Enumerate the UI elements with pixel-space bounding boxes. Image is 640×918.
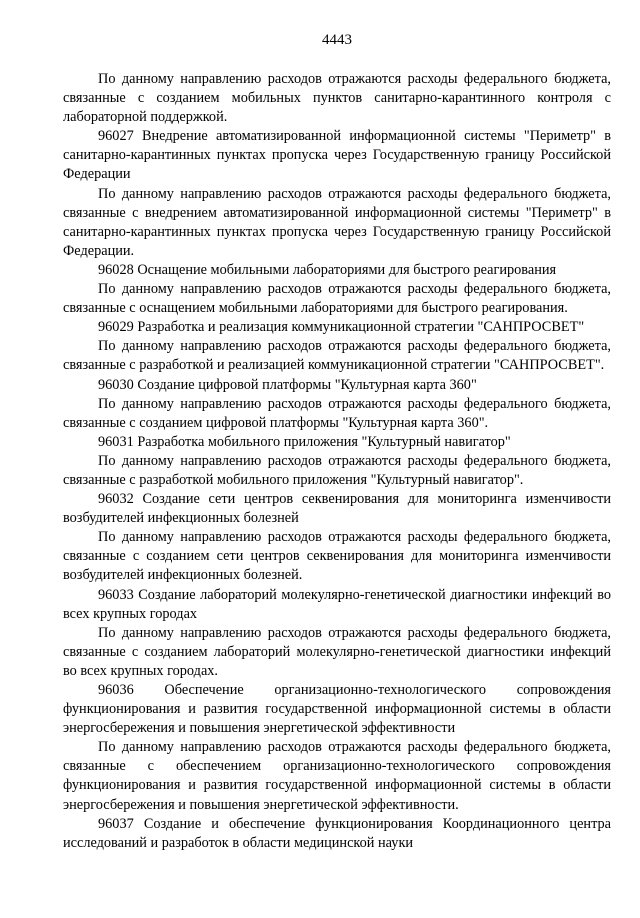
page-number: 4443 <box>322 32 352 48</box>
paragraph-96036: По данному направлению расходов отражаются расходы федерального бюджета, связанные с обеспечением организационно-технологического сопровождения функционирования и развития государственной информационной системы в области энергосбережения и повышения энергетической эффективности. <box>63 739 611 813</box>
paragraph-96030: По данному направлению расходов отражаются расходы федерального бюджета, связанные с созданием цифровой платформы "Культурная карта 360". <box>63 395 611 431</box>
heading-96030: 96030 Создание цифровой платформы "Культурная карта 360" <box>98 376 477 393</box>
paragraph-96029: По данному направлению расходов отражаются расходы федерального бюджета, связанные с разработкой и реализацией коммуникационной стратегии "САНПРОСВЕТ". <box>63 338 611 374</box>
paragraph-96027: По данному направлению расходов отражаются расходы федерального бюджета, связанные с внедрением автоматизированной информационной системы "Периметр" в санитарно-карантинных пунктах пропуска через Государственную границу Российской Федерации. <box>63 185 611 259</box>
heading-96029: 96029 Разработка и реализация коммуникационной стратегии "САНПРОСВЕТ" <box>98 319 585 336</box>
document-body <box>63 70 611 853</box>
heading-96028: 96028 Оснащение мобильными лабораториями для быстрого реагирования <box>98 261 557 278</box>
paragraph-1: По данному направлению расходов отражаются расходы федерального бюджета, связанные с созданием мобильных пунктов санитарно-карантинного контроля с лабораторной поддержкой. <box>63 71 611 126</box>
paragraph-96033: По данному направлению расходов отражаются расходы федерального бюджета, связанные с созданием лабораторий молекулярно-генетической диагностики инфекций во всех крупных городах. <box>63 624 611 679</box>
heading-96036: 96036 Обеспечение организационно-технологического сопровождения функционирования и развития государственной информационной системы в области энергосбережения и повышения энергетической эффективности <box>63 682 611 737</box>
heading-96032: 96032 Создание сети центров секвенирования для мониторинга изменчивости возбудителей инфекционных болезней <box>63 491 611 527</box>
heading-96037: 96037 Создание и обеспечение функционирования Координационного центра исследований и разработок в области медицинской науки <box>63 815 611 851</box>
paragraph-96028: По данному направлению расходов отражаются расходы федерального бюджета, связанные с оснащением мобильными лабораториями для быстрого реагирования. <box>63 281 611 317</box>
heading-96033: 96033 Создание лабораторий молекулярно-генетической диагностики инфекций во всех крупных городах <box>63 586 611 622</box>
paragraph-96031: По данному направлению расходов отражаются расходы федерального бюджета, связанные с разработкой мобильного приложения "Культурный навигатор". <box>63 452 611 488</box>
heading-96027: 96027 Внедрение автоматизированной информационной системы "Периметр" в санитарно-карантинных пунктах пропуска через Государственную границу Российской Федерации <box>63 128 611 183</box>
heading-96031: 96031 Разработка мобильного приложения "Культурный навигатор" <box>98 433 511 450</box>
paragraph-96032: По данному направлению расходов отражаются расходы федерального бюджета, связанные с созданием сети центров секвенирования для мониторинга изменчивости возбудителей инфекционных болезней. <box>63 529 611 584</box>
